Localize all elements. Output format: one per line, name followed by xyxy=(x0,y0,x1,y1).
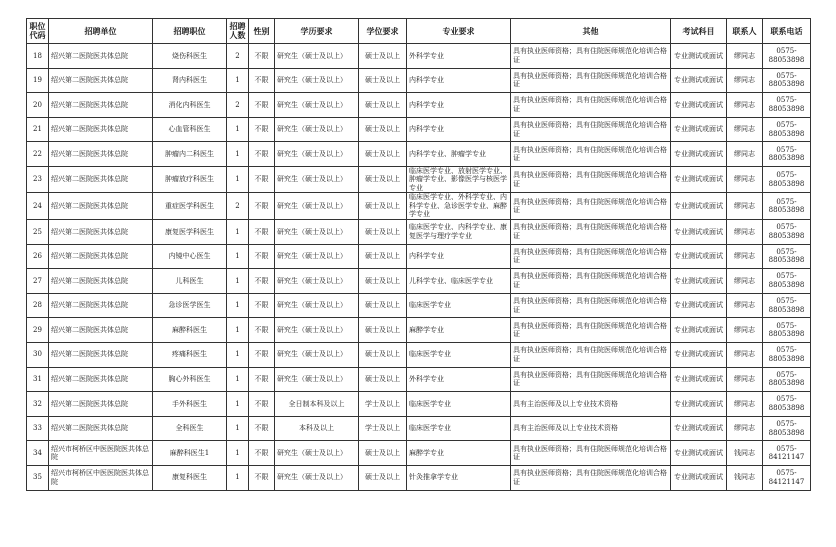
cell-major: 针灸推拿学专业 xyxy=(407,465,511,490)
cell-position: 心血管科医生 xyxy=(153,117,227,142)
cell-count: 1 xyxy=(227,441,249,466)
cell-phone: 0575-88053898 xyxy=(763,193,811,220)
cell-gender: 不限 xyxy=(249,44,275,69)
cell-exam: 专业测试或面试 xyxy=(671,68,727,93)
table-row xyxy=(27,269,811,294)
cell-other: 具有执业医师资格；具有住院医师规范化培训合格证 xyxy=(511,193,671,220)
cell-gender: 不限 xyxy=(249,367,275,392)
header-unit: 招聘单位 xyxy=(49,19,153,44)
cell-exam: 专业测试或面试 xyxy=(671,117,727,142)
cell-gender: 不限 xyxy=(249,441,275,466)
cell-contact: 缪同志 xyxy=(727,416,763,441)
cell-exam: 专业测试或面试 xyxy=(671,269,727,294)
cell-position: 麻醉科医生1 xyxy=(153,441,227,466)
header-other: 其他 xyxy=(511,19,671,44)
cell-exam: 专业测试或面试 xyxy=(671,465,727,490)
header-phone: 联系电话 xyxy=(763,19,811,44)
cell-count: 1 xyxy=(227,416,249,441)
cell-count: 1 xyxy=(227,392,249,417)
cell-code: 25 xyxy=(27,219,49,244)
cell-major: 临床医学专业 xyxy=(407,342,511,367)
header-contact: 联系人 xyxy=(727,19,763,44)
cell-gender: 不限 xyxy=(249,93,275,118)
cell-education: 本科及以上 xyxy=(275,416,359,441)
table-row xyxy=(27,465,811,490)
cell-code: 21 xyxy=(27,117,49,142)
cell-gender: 不限 xyxy=(249,269,275,294)
cell-contact: 缪同志 xyxy=(727,293,763,318)
cell-contact: 钱同志 xyxy=(727,441,763,466)
cell-gender: 不限 xyxy=(249,244,275,269)
cell-count: 1 xyxy=(227,269,249,294)
cell-unit: 绍兴第二医院医共体总院 xyxy=(49,293,153,318)
cell-unit: 绍兴第二医院医共体总院 xyxy=(49,44,153,69)
cell-major: 临床医学专业、内科学专业、康复医学与理疗学专业 xyxy=(407,219,511,244)
cell-degree: 学士及以上 xyxy=(359,416,407,441)
cell-contact: 缪同志 xyxy=(727,367,763,392)
cell-position: 疼痛科医生 xyxy=(153,342,227,367)
cell-phone: 0575-88053898 xyxy=(763,392,811,417)
cell-education: 研究生（硕士及以上） xyxy=(275,441,359,466)
cell-degree: 硕士及以上 xyxy=(359,342,407,367)
cell-unit: 绍兴第二医院医共体总院 xyxy=(49,219,153,244)
header-row xyxy=(27,19,811,44)
table-row xyxy=(27,293,811,318)
cell-phone: 0575-88053898 xyxy=(763,117,811,142)
cell-phone: 0575-88053898 xyxy=(763,416,811,441)
cell-unit: 绍兴第二医院医共体总院 xyxy=(49,367,153,392)
cell-exam: 专业测试或面试 xyxy=(671,367,727,392)
cell-exam: 专业测试或面试 xyxy=(671,193,727,220)
cell-other: 具有执业医师资格；具有住院医师规范化培训合格证 xyxy=(511,142,671,167)
table-row xyxy=(27,93,811,118)
cell-contact: 缪同志 xyxy=(727,392,763,417)
cell-exam: 专业测试或面试 xyxy=(671,342,727,367)
cell-contact: 缪同志 xyxy=(727,117,763,142)
cell-position: 内镜中心医生 xyxy=(153,244,227,269)
cell-code: 22 xyxy=(27,142,49,167)
cell-gender: 不限 xyxy=(249,465,275,490)
cell-education: 研究生（硕士及以上） xyxy=(275,367,359,392)
cell-contact: 缪同志 xyxy=(727,44,763,69)
table-row xyxy=(27,68,811,93)
cell-phone: 0575-88053898 xyxy=(763,166,811,193)
cell-code: 29 xyxy=(27,318,49,343)
cell-unit: 绍兴第二医院医共体总院 xyxy=(49,244,153,269)
cell-exam: 专业测试或面试 xyxy=(671,219,727,244)
cell-major: 内科学专业 xyxy=(407,68,511,93)
table-row xyxy=(27,342,811,367)
table-row xyxy=(27,244,811,269)
cell-phone: 0575-88053898 xyxy=(763,219,811,244)
cell-contact: 缪同志 xyxy=(727,193,763,220)
table-row xyxy=(27,367,811,392)
cell-education: 研究生（硕士及以上） xyxy=(275,269,359,294)
cell-gender: 不限 xyxy=(249,342,275,367)
cell-position: 肾内科医生 xyxy=(153,68,227,93)
cell-contact: 缪同志 xyxy=(727,269,763,294)
cell-unit: 绍兴第二医院医共体总院 xyxy=(49,342,153,367)
table-row xyxy=(27,193,811,220)
cell-unit: 绍兴第二医院医共体总院 xyxy=(49,416,153,441)
cell-count: 2 xyxy=(227,193,249,220)
cell-contact: 缪同志 xyxy=(727,219,763,244)
header-position: 招聘职位 xyxy=(153,19,227,44)
cell-major: 临床医学专业 xyxy=(407,293,511,318)
cell-major: 内科学专业 xyxy=(407,117,511,142)
cell-other: 具有执业医师资格；具有住院医师规范化培训合格证 xyxy=(511,465,671,490)
cell-phone: 0575-88053898 xyxy=(763,318,811,343)
cell-phone: 0575-88053898 xyxy=(763,342,811,367)
table-body xyxy=(27,44,811,491)
cell-code: 18 xyxy=(27,44,49,69)
cell-degree: 硕士及以上 xyxy=(359,44,407,69)
cell-education: 研究生（硕士及以上） xyxy=(275,44,359,69)
cell-exam: 专业测试或面试 xyxy=(671,44,727,69)
cell-count: 1 xyxy=(227,244,249,269)
cell-major: 儿科学专业、临床医学专业 xyxy=(407,269,511,294)
cell-code: 33 xyxy=(27,416,49,441)
cell-position: 儿科医生 xyxy=(153,269,227,294)
cell-other: 具有执业医师资格；具有住院医师规范化培训合格证 xyxy=(511,219,671,244)
cell-contact: 钱同志 xyxy=(727,465,763,490)
cell-position: 肿瘤放疗科医生 xyxy=(153,166,227,193)
cell-major: 临床医学专业、外科学专业、内科学专业、急诊医学专业、麻醉学专业 xyxy=(407,193,511,220)
cell-education: 研究生（硕士及以上） xyxy=(275,342,359,367)
cell-unit: 绍兴第二医院医共体总院 xyxy=(49,392,153,417)
cell-degree: 硕士及以上 xyxy=(359,193,407,220)
cell-major: 临床医学专业 xyxy=(407,392,511,417)
cell-code: 23 xyxy=(27,166,49,193)
cell-count: 1 xyxy=(227,68,249,93)
cell-other: 具有执业医师资格；具有住院医师规范化培训合格证 xyxy=(511,93,671,118)
table-row xyxy=(27,166,811,193)
table-header xyxy=(27,19,811,44)
cell-unit: 绍兴第二医院医共体总院 xyxy=(49,93,153,118)
cell-count: 1 xyxy=(227,166,249,193)
cell-education: 研究生（硕士及以上） xyxy=(275,166,359,193)
cell-gender: 不限 xyxy=(249,117,275,142)
recruitment-table xyxy=(26,18,811,491)
table-row xyxy=(27,44,811,69)
cell-phone: 0575-84121147 xyxy=(763,465,811,490)
header-education: 学历要求 xyxy=(275,19,359,44)
cell-major: 麻醉学专业 xyxy=(407,441,511,466)
cell-degree: 硕士及以上 xyxy=(359,465,407,490)
cell-position: 重症医学科医生 xyxy=(153,193,227,220)
cell-exam: 专业测试或面试 xyxy=(671,93,727,118)
cell-gender: 不限 xyxy=(249,416,275,441)
cell-exam: 专业测试或面试 xyxy=(671,293,727,318)
cell-degree: 学士及以上 xyxy=(359,392,407,417)
cell-position: 全科医生 xyxy=(153,416,227,441)
cell-phone: 0575-88053898 xyxy=(763,269,811,294)
cell-other: 具有执业医师资格；具有住院医师规范化培训合格证 xyxy=(511,342,671,367)
cell-gender: 不限 xyxy=(249,392,275,417)
cell-phone: 0575-88053898 xyxy=(763,68,811,93)
cell-unit: 绍兴市柯桥区中医医院医共体总院 xyxy=(49,465,153,490)
header-degree: 学位要求 xyxy=(359,19,407,44)
cell-major: 外科学专业 xyxy=(407,44,511,69)
cell-degree: 硕士及以上 xyxy=(359,269,407,294)
cell-other: 具有执业医师资格；具有住院医师规范化培训合格证 xyxy=(511,269,671,294)
cell-phone: 0575-88053898 xyxy=(763,293,811,318)
header-exam: 考试科目 xyxy=(671,19,727,44)
cell-major: 内科学专业 xyxy=(407,244,511,269)
cell-unit: 绍兴第二医院医共体总院 xyxy=(49,318,153,343)
cell-degree: 硕士及以上 xyxy=(359,441,407,466)
cell-major: 内科学专业 xyxy=(407,93,511,118)
header-code: 职位代码 xyxy=(27,19,49,44)
cell-code: 34 xyxy=(27,441,49,466)
cell-unit: 绍兴第二医院医共体总院 xyxy=(49,142,153,167)
table-row xyxy=(27,392,811,417)
cell-count: 1 xyxy=(227,293,249,318)
cell-gender: 不限 xyxy=(249,318,275,343)
cell-exam: 专业测试或面试 xyxy=(671,244,727,269)
table-row xyxy=(27,142,811,167)
cell-unit: 绍兴第二医院医共体总院 xyxy=(49,269,153,294)
cell-code: 28 xyxy=(27,293,49,318)
cell-count: 1 xyxy=(227,465,249,490)
cell-education: 研究生（硕士及以上） xyxy=(275,93,359,118)
cell-degree: 硕士及以上 xyxy=(359,293,407,318)
cell-education: 研究生（硕士及以上） xyxy=(275,219,359,244)
cell-position: 肿瘤内二科医生 xyxy=(153,142,227,167)
table-row xyxy=(27,117,811,142)
cell-major: 麻醉学专业 xyxy=(407,318,511,343)
cell-degree: 硕士及以上 xyxy=(359,93,407,118)
table-row xyxy=(27,441,811,466)
cell-other: 具有执业医师资格；具有住院医师规范化培训合格证 xyxy=(511,318,671,343)
cell-major: 临床医学专业 xyxy=(407,416,511,441)
cell-degree: 硕士及以上 xyxy=(359,318,407,343)
cell-other: 具有执业医师资格；具有住院医师规范化培训合格证 xyxy=(511,293,671,318)
cell-gender: 不限 xyxy=(249,193,275,220)
cell-code: 31 xyxy=(27,367,49,392)
cell-count: 1 xyxy=(227,367,249,392)
cell-phone: 0575-88053898 xyxy=(763,367,811,392)
cell-position: 烧伤科医生 xyxy=(153,44,227,69)
cell-count: 2 xyxy=(227,93,249,118)
cell-position: 康复科医生 xyxy=(153,465,227,490)
cell-code: 26 xyxy=(27,244,49,269)
cell-degree: 硕士及以上 xyxy=(359,244,407,269)
cell-phone: 0575-88053898 xyxy=(763,142,811,167)
cell-education: 研究生（硕士及以上） xyxy=(275,68,359,93)
cell-exam: 专业测试或面试 xyxy=(671,392,727,417)
table-row xyxy=(27,219,811,244)
cell-major: 外科学专业 xyxy=(407,367,511,392)
cell-other: 具有执业医师资格；具有住院医师规范化培训合格证 xyxy=(511,367,671,392)
cell-other: 具有执业医师资格；具有住院医师规范化培训合格证 xyxy=(511,117,671,142)
cell-other: 具有执业医师资格；具有住院医师规范化培训合格证 xyxy=(511,68,671,93)
cell-contact: 缪同志 xyxy=(727,142,763,167)
cell-education: 全日制本科及以上 xyxy=(275,392,359,417)
cell-degree: 硕士及以上 xyxy=(359,367,407,392)
cell-phone: 0575-88053898 xyxy=(763,93,811,118)
cell-education: 研究生（硕士及以上） xyxy=(275,193,359,220)
cell-phone: 0575-88053898 xyxy=(763,44,811,69)
cell-degree: 硕士及以上 xyxy=(359,142,407,167)
cell-position: 手外科医生 xyxy=(153,392,227,417)
cell-education: 研究生（硕士及以上） xyxy=(275,244,359,269)
cell-code: 30 xyxy=(27,342,49,367)
cell-other: 具有执业医师资格；具有住院医师规范化培训合格证 xyxy=(511,44,671,69)
cell-contact: 缪同志 xyxy=(727,342,763,367)
cell-education: 研究生（硕士及以上） xyxy=(275,117,359,142)
cell-education: 研究生（硕士及以上） xyxy=(275,465,359,490)
header-gender: 性别 xyxy=(249,19,275,44)
cell-code: 27 xyxy=(27,269,49,294)
cell-other: 具有执业医师资格；具有住院医师规范化培训合格证 xyxy=(511,441,671,466)
cell-contact: 缪同志 xyxy=(727,166,763,193)
cell-degree: 硕士及以上 xyxy=(359,68,407,93)
cell-gender: 不限 xyxy=(249,293,275,318)
table-row xyxy=(27,318,811,343)
cell-contact: 缪同志 xyxy=(727,93,763,118)
cell-position: 康复医学科医生 xyxy=(153,219,227,244)
cell-code: 32 xyxy=(27,392,49,417)
header-major: 专业要求 xyxy=(407,19,511,44)
cell-education: 研究生（硕士及以上） xyxy=(275,293,359,318)
cell-other: 具有执业医师资格；具有住院医师规范化培训合格证 xyxy=(511,244,671,269)
cell-contact: 缪同志 xyxy=(727,244,763,269)
cell-unit: 绍兴第二医院医共体总院 xyxy=(49,68,153,93)
cell-other: 具有执业医师资格；具有住院医师规范化培训合格证 xyxy=(511,166,671,193)
cell-unit: 绍兴第二医院医共体总院 xyxy=(49,117,153,142)
cell-degree: 硕士及以上 xyxy=(359,117,407,142)
cell-degree: 硕士及以上 xyxy=(359,166,407,193)
cell-education: 研究生（硕士及以上） xyxy=(275,318,359,343)
cell-exam: 专业测试或面试 xyxy=(671,441,727,466)
cell-code: 24 xyxy=(27,193,49,220)
recruitment-table-wrapper xyxy=(26,18,810,491)
cell-exam: 专业测试或面试 xyxy=(671,416,727,441)
cell-gender: 不限 xyxy=(249,68,275,93)
header-count: 招聘人数 xyxy=(227,19,249,44)
cell-gender: 不限 xyxy=(249,166,275,193)
cell-position: 消化内科医生 xyxy=(153,93,227,118)
cell-exam: 专业测试或面试 xyxy=(671,166,727,193)
cell-count: 1 xyxy=(227,219,249,244)
cell-unit: 绍兴第二医院医共体总院 xyxy=(49,166,153,193)
cell-count: 1 xyxy=(227,318,249,343)
cell-major: 临床医学专业、放射医学专业、肿瘤学专业、影像医学与核医学专业 xyxy=(407,166,511,193)
cell-count: 1 xyxy=(227,342,249,367)
cell-gender: 不限 xyxy=(249,219,275,244)
cell-position: 麻醉科医生 xyxy=(153,318,227,343)
cell-unit: 绍兴第二医院医共体总院 xyxy=(49,193,153,220)
cell-count: 1 xyxy=(227,117,249,142)
cell-exam: 专业测试或面试 xyxy=(671,318,727,343)
cell-education: 研究生（硕士及以上） xyxy=(275,142,359,167)
cell-contact: 缪同志 xyxy=(727,318,763,343)
cell-contact: 缪同志 xyxy=(727,68,763,93)
cell-degree: 硕士及以上 xyxy=(359,219,407,244)
cell-gender: 不限 xyxy=(249,142,275,167)
cell-code: 35 xyxy=(27,465,49,490)
cell-position: 急诊医学医生 xyxy=(153,293,227,318)
cell-exam: 专业测试或面试 xyxy=(671,142,727,167)
cell-code: 20 xyxy=(27,93,49,118)
cell-other: 具有主治医师及以上专业技术资格 xyxy=(511,392,671,417)
cell-code: 19 xyxy=(27,68,49,93)
cell-other: 具有主治医师及以上专业技术资格 xyxy=(511,416,671,441)
cell-count: 2 xyxy=(227,44,249,69)
cell-phone: 0575-88053898 xyxy=(763,244,811,269)
cell-major: 内科学专业、肿瘤学专业 xyxy=(407,142,511,167)
table-row xyxy=(27,416,811,441)
cell-position: 胸心外科医生 xyxy=(153,367,227,392)
cell-unit: 绍兴市柯桥区中医医院医共体总院 xyxy=(49,441,153,466)
cell-phone: 0575-84121147 xyxy=(763,441,811,466)
cell-count: 1 xyxy=(227,142,249,167)
